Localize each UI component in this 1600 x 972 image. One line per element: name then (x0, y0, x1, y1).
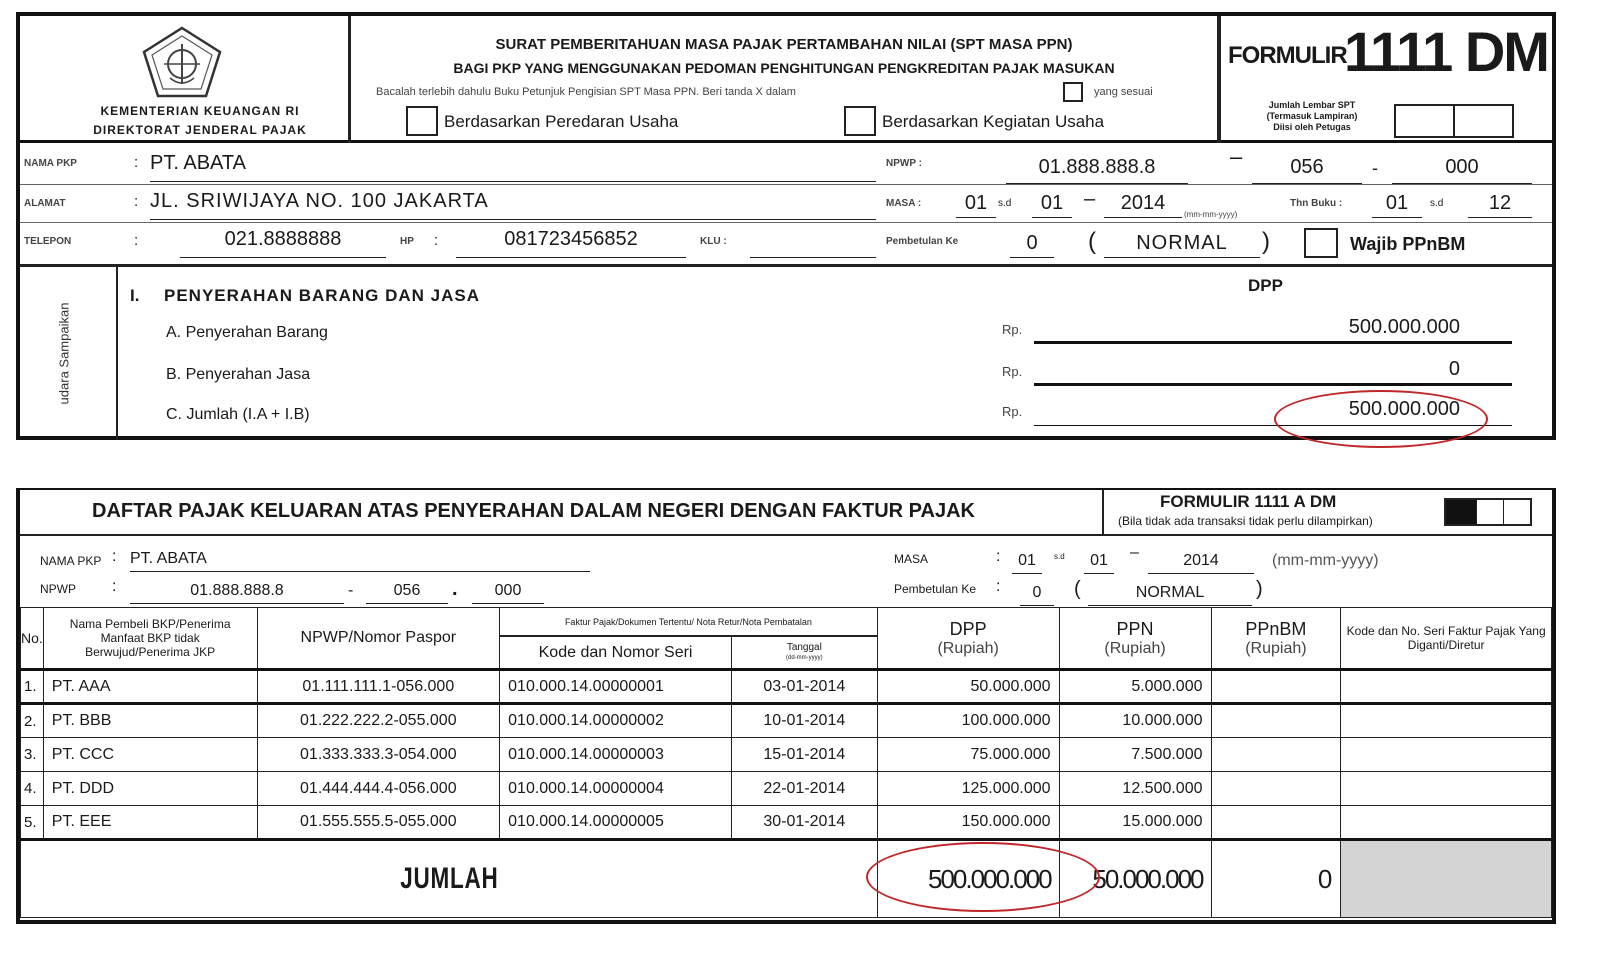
telepon-label: TELEPON (24, 236, 72, 247)
row-kode[interactable]: 010.000.14.00000002 (500, 704, 732, 738)
npwp-main-field[interactable]: 01.888.888.8 (1006, 156, 1188, 184)
col-ppn (1059, 608, 1211, 670)
rp-label: Rp. (1002, 322, 1023, 337)
masa-year-field-2[interactable]: 2014 (1148, 552, 1254, 574)
list-title: DAFTAR PAJAK KELUARAN ATAS PENYERAHAN DALAM NEGERI DENGAN FAKTUR PAJAK (92, 500, 975, 522)
instruction-text: Bacalah terlebih dahulu Buku Petunjuk Pengisian SPT Masa PPN. Beri tanda X dalam (376, 86, 796, 98)
row-kode[interactable]: 010.000.14.00000004 (500, 772, 732, 806)
colon: : (112, 548, 117, 565)
total-blank-cell (1341, 840, 1552, 918)
total-label: JUMLAH (128, 840, 771, 918)
npwp-dash-2: - (348, 582, 354, 599)
side-instruction-text: udara Sampaikan (56, 302, 72, 405)
total-dpp: 500.000.000 (877, 840, 1059, 918)
table-row (21, 772, 1552, 806)
legend-checkbox (1063, 82, 1083, 102)
status-normal-field-2: NORMAL (1088, 584, 1252, 606)
table-row (21, 806, 1552, 840)
pembetulan-label: Pembetulan Ke (886, 236, 959, 247)
formulir-label: FORMULIR (1228, 42, 1347, 69)
row-kode-diganti[interactable] (1341, 772, 1552, 806)
table-row (21, 704, 1552, 738)
klu-field[interactable] (750, 228, 876, 258)
masa-label-2: MASA (894, 552, 929, 566)
row-no: 2. (21, 704, 44, 738)
row-ppn[interactable]: 7.500.000 (1059, 738, 1211, 772)
side-instruction (44, 296, 84, 436)
row-dpp[interactable]: 150.000.000 (877, 806, 1059, 840)
colon: : (996, 548, 1001, 565)
col-dpp (877, 608, 1059, 670)
masa-from-field-2[interactable]: 01 (1012, 552, 1042, 574)
colon: : (996, 578, 1001, 595)
row-ppn[interactable]: 12.500.000 (1059, 772, 1211, 806)
penyerahan-jasa-amount[interactable]: 0 (1034, 358, 1512, 386)
hp-field[interactable]: 081723456852 (456, 228, 686, 258)
jumlah-label: C. Jumlah (I.A + I.B) (166, 406, 310, 423)
npwp-main-field-2[interactable]: 01.888.888.8 (130, 582, 344, 604)
table-row (21, 670, 1552, 704)
directorate-name: DIREKTORAT JENDERAL PAJAK (93, 123, 307, 137)
col-kode-seri: Kode dan Nomor Seri (500, 636, 732, 669)
formulir-note: (Bila tidak ada transaksi tidak perlu dilampirkan) (1118, 514, 1373, 528)
wajib-ppnbm-label: Wajib PPnBM (1350, 234, 1466, 254)
status-normal-field: NORMAL (1104, 232, 1260, 258)
highlight-circle (866, 842, 1100, 912)
row-ppnbm[interactable] (1211, 806, 1341, 840)
npwp-suffix-field[interactable]: 000 (1392, 156, 1532, 184)
row-tanggal[interactable]: 10-01-2014 (731, 704, 877, 738)
col-nama-pembeli: Nama Pembeli BKP/Penerima Manfaat BKP tidak Berwujud/Penerima JKP (43, 608, 257, 670)
paren-close-2: ) (1256, 578, 1263, 600)
masa-label: MASA : (886, 198, 922, 209)
row-ppnbm[interactable] (1211, 704, 1341, 738)
masa-year-field[interactable]: 2014 (1104, 192, 1182, 218)
ministry-name: KEMENTERIAN KEUANGAN RI (100, 104, 300, 118)
lampiran-line-3: Diisi oleh Petugas (1273, 122, 1351, 132)
formulir-code-2: FORMULIR 1111 A DM (1160, 492, 1337, 511)
peredaran-usaha-checkbox[interactable] (406, 106, 438, 136)
total-ppn: 50.000.000 (1059, 840, 1211, 918)
section-title: PENYERAHAN BARANG DAN JASA (164, 286, 480, 305)
instruction-suffix: yang sesuai (1094, 86, 1153, 98)
form-header (20, 16, 1552, 143)
row-ppn[interactable]: 5.000.000 (1059, 670, 1211, 704)
alamat-colon: : (134, 193, 139, 210)
masa-from-field[interactable]: 01 (956, 192, 996, 218)
npwp-branch-field[interactable]: 056 (1252, 156, 1362, 184)
npwp-dash: – (1230, 144, 1243, 169)
lembar-spt-box[interactable] (1394, 104, 1514, 138)
page-box (1444, 498, 1532, 526)
paren-open-2: ( (1074, 578, 1081, 600)
kegiatan-usaha-label: Berdasarkan Kegiatan Usaha (882, 112, 1105, 131)
row-npwp[interactable]: 01.111.111.1-056.000 (257, 670, 500, 704)
formulir-code: 1111 DM (1344, 20, 1548, 83)
row-nama[interactable]: PT. CCC (43, 738, 257, 772)
npwp-suffix-field-2[interactable]: 000 (472, 582, 544, 604)
masa-to-field[interactable]: 01 (1032, 192, 1072, 218)
telepon-field[interactable]: 021.8888888 (180, 228, 386, 258)
masa-format-note: (mm-mm-yyyy) (1184, 210, 1238, 219)
penyerahan-barang-amount[interactable]: 500.000.000 (1034, 316, 1512, 344)
row-tanggal[interactable]: 30-01-2014 (731, 806, 877, 840)
pembetulan-field[interactable]: 0 (1010, 232, 1054, 258)
npwp-label-2: NPWP (40, 582, 76, 596)
row-kode-diganti[interactable] (1341, 738, 1552, 772)
masa-to-field-2[interactable]: 01 (1084, 552, 1114, 574)
row-ppnbm[interactable] (1211, 772, 1341, 806)
nama-pkp-field-2[interactable]: PT. ABATA (130, 550, 590, 572)
row-ppnbm[interactable] (1211, 670, 1341, 704)
row-ppnbm[interactable] (1211, 738, 1341, 772)
row-nama[interactable]: PT. EEE (43, 806, 257, 840)
peredaran-usaha-label: Berdasarkan Peredaran Usaha (444, 112, 679, 131)
ppnbm-title: PPnBM (1245, 618, 1307, 639)
daftar-pajak-keluaran-form (16, 488, 1556, 924)
lampiran-line-1: Jumlah Lembar SPT (1268, 100, 1356, 110)
row-nama[interactable]: PT. DDD (43, 772, 257, 806)
hp-colon: : (434, 232, 439, 249)
row-npwp[interactable]: 01.555.555.5-055.000 (257, 806, 500, 840)
colon: : (112, 578, 117, 595)
table-header-row (21, 608, 1552, 637)
rp-label: Rp. (1002, 404, 1023, 419)
total-row (21, 840, 1552, 918)
col-npwp: NPWP/Nomor Paspor (257, 608, 500, 670)
lampiran-line-2: (Termasuk Lampiran) (1266, 111, 1358, 121)
ppn-title: PPN (1116, 618, 1154, 639)
row-no: 4. (21, 772, 44, 806)
row-dpp[interactable]: 75.000.000 (877, 738, 1059, 772)
row-dpp[interactable]: 100.000.000 (877, 704, 1059, 738)
row-nama[interactable]: PT. BBB (43, 704, 257, 738)
paren-open: ( (1088, 228, 1096, 255)
masa-format-2: (mm-mm-yyyy) (1272, 552, 1379, 569)
pembetulan-label-2: Pembetulan Ke (894, 582, 977, 596)
thn-buku-from-field[interactable]: 01 (1372, 192, 1422, 218)
ppnbm-unit: (Rupiah) (1245, 639, 1307, 657)
hp-label: HP (400, 236, 414, 247)
thn-buku-label: Thn Buku : (1290, 198, 1343, 209)
npwp-branch-field-2[interactable]: 056 (366, 582, 448, 604)
row-no: 5. (21, 806, 44, 840)
row-ppn[interactable]: 10.000.000 (1059, 704, 1211, 738)
thn-buku-to-field[interactable]: 12 (1468, 192, 1532, 218)
npwp-separator: - (1372, 158, 1378, 178)
row-tanggal[interactable]: 03-01-2014 (731, 670, 877, 704)
form-title: SURAT PEMBERITAHUAN MASA PAJAK PERTAMBAHAN NILAI (SPT MASA PPN) (495, 36, 1073, 53)
penyerahan-barang-label: A. Penyerahan Barang (166, 324, 328, 341)
thn-buku-sd-label: s.d (1430, 198, 1444, 209)
total-ppnbm: 0 (1211, 840, 1341, 918)
pajak-keluaran-table (20, 607, 1552, 918)
dpp-unit: (Rupiah) (937, 639, 999, 657)
alamat-field[interactable]: JL. SRIWIJAYA NO. 100 JAKARTA (150, 190, 876, 220)
penyerahan-jasa-label: B. Penyerahan Jasa (166, 366, 311, 383)
row-no: 1. (21, 670, 44, 704)
nama-colon: : (134, 154, 139, 171)
row-tanggal[interactable]: 15-01-2014 (731, 738, 877, 772)
npwp-label: NPWP : (886, 158, 922, 169)
row-nama[interactable]: PT. AAA (43, 670, 257, 704)
nama-pkp-field[interactable]: PT. ABATA (150, 152, 876, 182)
kegiatan-usaha-checkbox[interactable] (844, 106, 876, 136)
masa-dash-2: – (1130, 544, 1139, 561)
wajib-ppnbm-checkbox[interactable] (1304, 228, 1338, 258)
col-ppnbm (1211, 608, 1341, 670)
col-tanggal (731, 636, 877, 669)
tanggal-title: Tanggal (786, 641, 822, 653)
nama-pkp-label: NAMA PKP (24, 158, 77, 169)
row-ppn[interactable]: 15.000.000 (1059, 806, 1211, 840)
row-npwp[interactable]: 01.444.444.4-056.000 (257, 772, 500, 806)
row-dpp[interactable]: 50.000.000 (877, 670, 1059, 704)
row-kode[interactable]: 010.000.14.00000003 (500, 738, 732, 772)
pembetulan-field-2[interactable]: 0 (1020, 584, 1054, 606)
telepon-colon: : (134, 232, 139, 249)
row-kode-diganti[interactable] (1341, 670, 1552, 704)
row-tanggal[interactable]: 22-01-2014 (731, 772, 877, 806)
nama-pkp-label-2: NAMA PKP (40, 554, 102, 568)
masa-sd-label: s.d (998, 198, 1012, 209)
dpp-title: DPP (949, 618, 987, 639)
row-npwp[interactable]: 01.222.222.2-055.000 (257, 704, 500, 738)
rp-label: Rp. (1002, 364, 1023, 379)
row-kode-diganti[interactable] (1341, 806, 1552, 840)
form-subtitle: BAGI PKP YANG MENGGUNAKAN PEDOMAN PENGHITUNGAN PENGKREDITAN PAJAK MASUKAN (453, 60, 1115, 76)
tanggal-format: (dd-mm-yyyy) (786, 654, 823, 661)
row-no: 3. (21, 738, 44, 772)
col-faktur-group: Faktur Pajak/Dokumen Tertentu/ Nota Retur/Nota Pembatalan (500, 608, 878, 637)
paren-close: ) (1262, 228, 1270, 255)
section-number: I. (130, 286, 140, 305)
col-kode-diganti: Kode dan No. Seri Faktur Pajak Yang Diganti/Diretur (1341, 608, 1552, 670)
dpp-header: DPP (1248, 276, 1283, 295)
npwp-dot-2: . (452, 578, 458, 600)
row-dpp[interactable]: 125.000.000 (877, 772, 1059, 806)
ministry-emblem-icon (140, 26, 224, 100)
col-no: No. (21, 608, 44, 670)
ppn-unit: (Rupiah) (1104, 639, 1166, 657)
row-kode-diganti[interactable] (1341, 704, 1552, 738)
lampiran-note (1232, 100, 1392, 133)
klu-label: KLU : (700, 236, 727, 247)
highlight-circle (1274, 390, 1488, 448)
jumlah-amount[interactable]: 500.000.000 (1034, 398, 1512, 426)
alamat-label: ALAMAT (24, 198, 66, 209)
row-kode[interactable]: 010.000.14.00000001 (500, 670, 732, 704)
masa-dash: – (1084, 188, 1096, 210)
spt-masa-ppn-form (16, 12, 1556, 440)
row-kode[interactable]: 010.000.14.00000005 (500, 806, 732, 840)
sd-label-2: s.d (1054, 552, 1065, 561)
table-row (21, 738, 1552, 772)
row-npwp[interactable]: 01.333.333.3-054.000 (257, 738, 500, 772)
